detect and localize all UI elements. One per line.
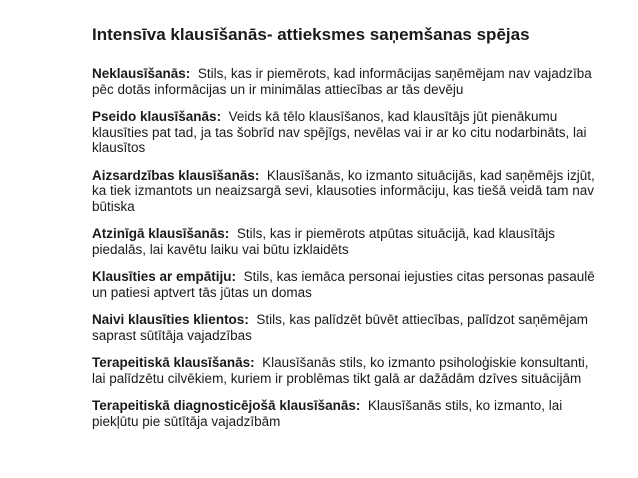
term-label: Pseido klausīšanās: xyxy=(92,109,222,124)
list-item xyxy=(92,355,602,386)
term-label: Aizsardzības klausīšanās: xyxy=(92,167,260,183)
term-definition: Stils, kas palīdzēt būvēt attiecības, palīdzot saņēmējam saprast sūtītāja vajadzības xyxy=(92,312,589,343)
list-item xyxy=(92,168,602,215)
list-item xyxy=(92,66,602,97)
slide-content xyxy=(92,66,602,441)
term-label: Neklausīšanās: xyxy=(92,66,191,81)
list-item xyxy=(92,226,602,257)
term-label: Naivi klausīties klientos: xyxy=(92,312,249,327)
term-definition: Klausīšanās stils, ko izmanto psiholoģiskie konsultanti, lai palīdzētu cilvēkiem, kuriem ir problēmas tikt galā ar dažādām dzīves situācijām xyxy=(92,355,589,386)
term-definition: Stils, kas iemāca personai iejusties citas personas pasaulē un patiesi aptvert tās jūtas un domas xyxy=(92,269,595,300)
term-label: Terapeitiskā klausīšanās: xyxy=(92,355,255,370)
slide-left-margin xyxy=(0,0,72,478)
term-label: Klausīties ar empātiju: xyxy=(92,269,237,284)
list-item xyxy=(92,312,602,343)
term-label: Atzinīgā klausīšanās: xyxy=(92,226,230,241)
list-item xyxy=(92,109,602,156)
term-definition: Stils, kas ir piemērots atpūtas situācijā, kad klausītājs piedalās, lai kavētu laiku vai būtu izklaidēts xyxy=(92,226,555,257)
term-definition: Klausīšanās stils, ko izmanto, lai piekļūtu pie sūtītāja vajadzībām xyxy=(92,398,563,429)
list-item xyxy=(92,398,602,429)
term-definition: Klausīšanās, ko izmanto situācijās, kad saņēmējs izjūt, ka tiek izmantots un neaizsargā sevi, klausoties informāciju, kas tiešā veidā tam nav būtiska xyxy=(92,167,595,214)
term-definition: Stils, kas ir piemērots, kad informācijas saņēmējam nav vajadzība pēc dotās informācijas un ir minimālas attiecības ar tās devēju xyxy=(92,66,592,97)
term-definition: Veids kā tēlo klausīšanos, kad klausītājs jūt pienākumu klausīties pat tad, ja tas šobrīd nav spējīgs, nevēlas vai ir ar ko citu nodarbināts, lai klausītos xyxy=(92,109,587,155)
slide-title: Intensīva klausīšanās- attieksmes saņemšanas spējas xyxy=(92,25,530,44)
list-item xyxy=(92,269,602,300)
term-label: Terapeitiskā diagnosticējošā klausīšanās: xyxy=(92,398,361,413)
